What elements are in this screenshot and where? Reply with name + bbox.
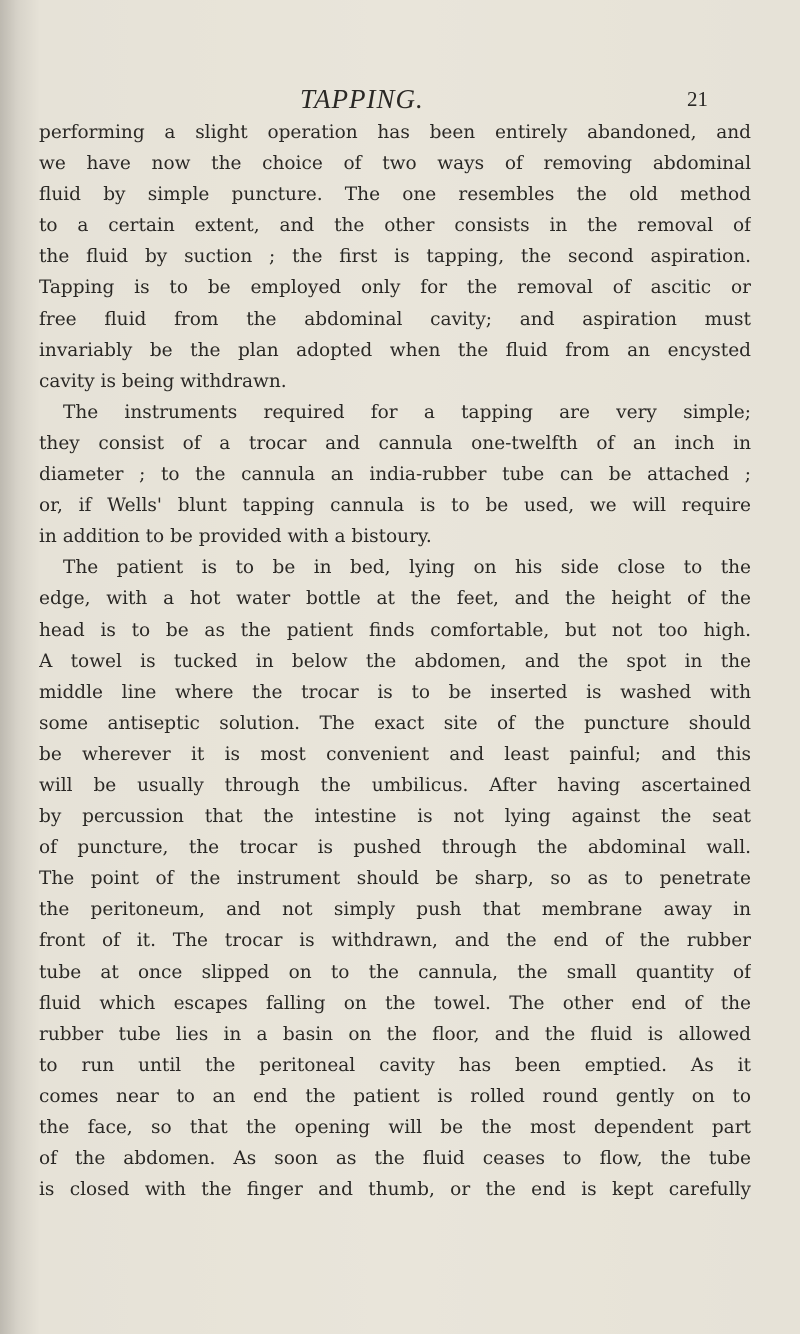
text-line: edge, with a hot water bottle at the feet, and the height of the [39,588,751,610]
text-line: the peritoneum, and not simply push that membrane away in [39,899,751,921]
running-head-title: TAPPING. [300,84,424,114]
text-line: tube at once slipped on to the cannula, the small quantity of [39,961,751,983]
text-line: we have now the choice of two ways of removing abdominal [39,153,751,175]
text-line: the fluid by suction ; the first is tapping, the second aspiration. [39,246,751,268]
text-line: rubber tube lies in a basin on the floor, and the fluid is allowed [39,1023,751,1045]
text-line: The point of the instrument should be sharp, so as to penetrate [39,868,751,890]
body-text [39,117,751,1205]
text-line: middle line where the trocar is to be inserted is washed with [39,681,751,703]
text-line: invariably be the plan adopted when the fluid from an encysted [39,339,751,361]
text-line: cavity is being withdrawn. [39,370,287,392]
text-line: front of it. The trocar is withdrawn, and the end of the rubber [39,930,751,952]
text-line: free fluid from the abdominal cavity; and aspiration must [39,308,751,330]
running-head [0,82,800,116]
text-line: head is to be as the patient finds comfortable, but not too high. [39,619,751,641]
text-line: to run until the peritoneal cavity has been emptied. As it [39,1054,751,1076]
text-line: is closed with the finger and thumb, or the end is kept carefully [39,1179,751,1201]
text-line: be wherever it is most convenient and least painful; and this [39,743,751,765]
text-line: fluid by simple puncture. The one resembles the old method [39,184,751,206]
text-line: performing a slight operation has been entirely abandoned, and [39,122,751,143]
text-line: by percussion that the intestine is not lying against the seat [39,806,751,828]
text-line: diameter ; to the cannula an india-rubber tube can be attached ; [39,464,751,486]
text-line: in addition to be provided with a bistoury. [39,526,432,548]
text-line: some antiseptic solution. The exact site of the puncture should [39,712,751,734]
text-line: comes near to an end the patient is rolled round gently on to [39,1085,751,1107]
text-line: A towel is tucked in below the abdomen, and the spot in the [39,650,751,672]
text-line: Tapping is to be employed only for the removal of ascitic or [39,277,751,299]
text-line: The instruments required for a tapping are very simple; [63,401,751,423]
text-line: The patient is to be in bed, lying on his side close to the [63,557,751,579]
text-line: will be usually through the umbilicus. After having ascertained [39,774,751,796]
text-line: fluid which escapes falling on the towel. The other end of the [39,992,751,1014]
text-line: of the abdomen. As soon as the fluid ceases to flow, the tube [39,1148,751,1170]
text-line: they consist of a trocar and cannula one-twelfth of an inch in [39,432,751,454]
page-number: 21 [687,87,708,111]
text-line: to a certain extent, and the other consists in the removal of [39,215,751,237]
text-line: the face, so that the opening will be the most dependent part [39,1117,751,1138]
text-line: of puncture, the trocar is pushed through the abdominal wall. [39,837,751,859]
text-line: or, if Wells' blunt tapping cannula is to be used, we will require [39,495,751,517]
